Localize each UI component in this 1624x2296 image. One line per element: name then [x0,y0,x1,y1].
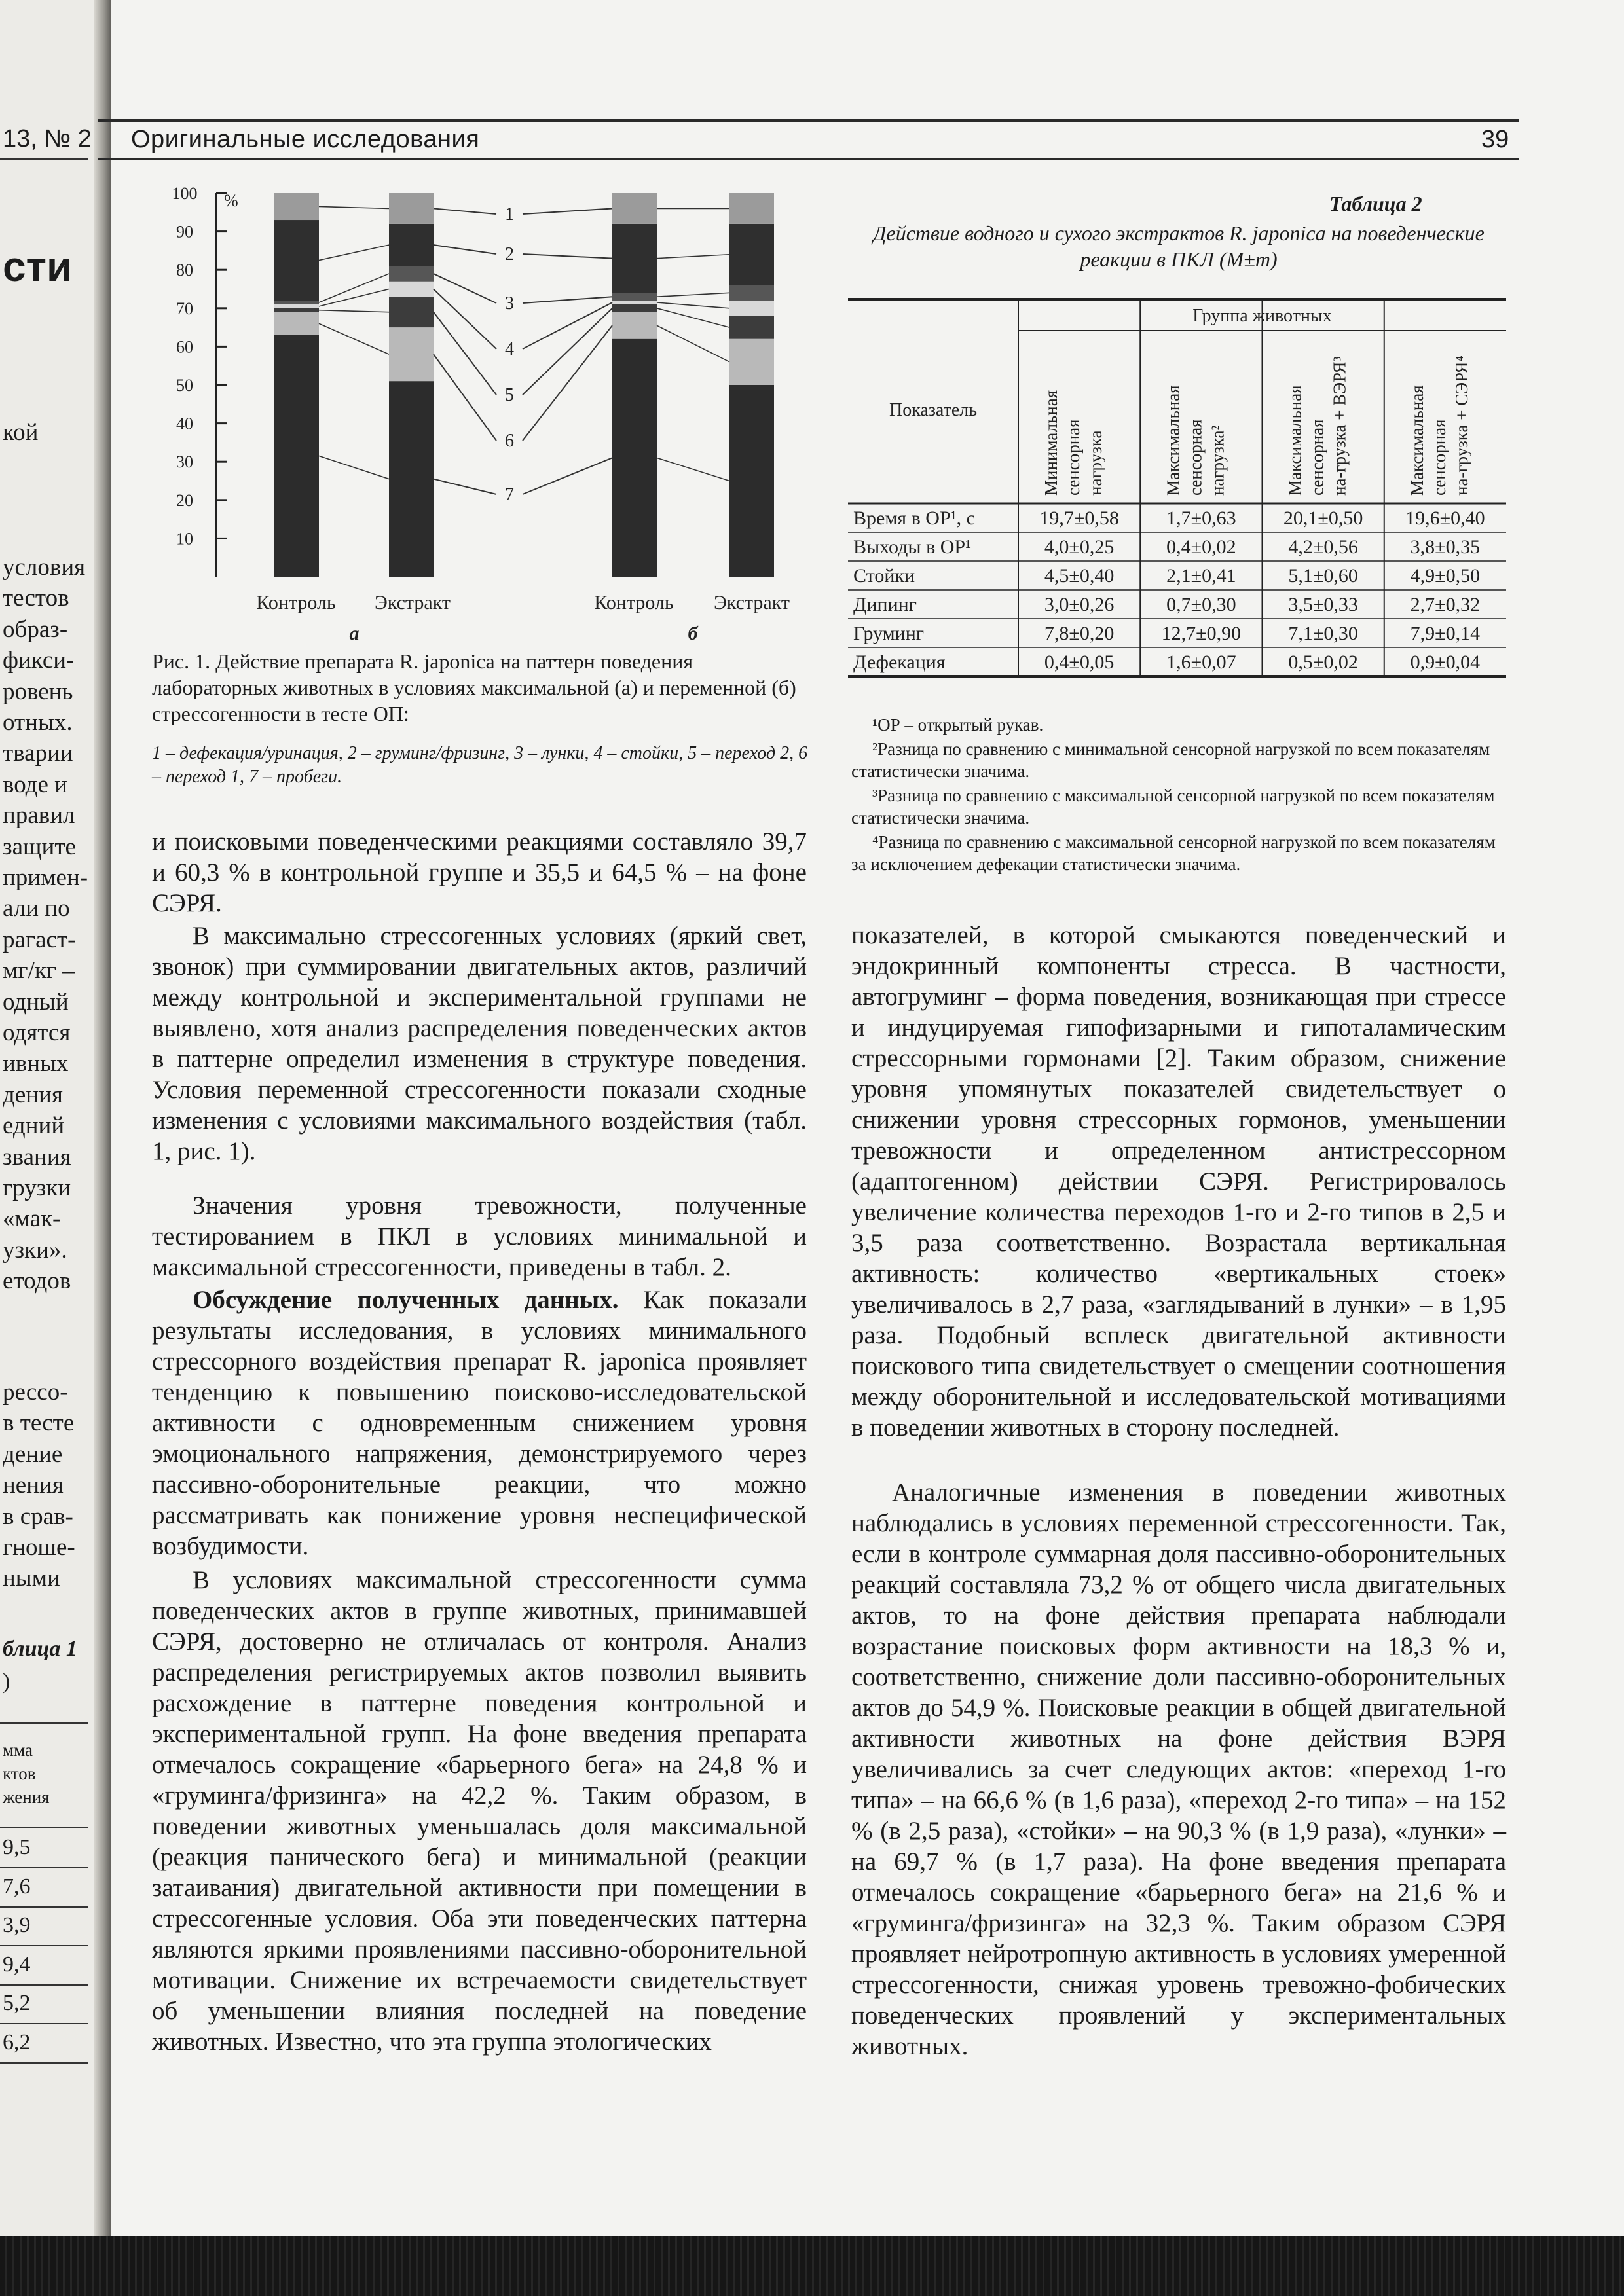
left-table-value: 9,4 [3,1952,31,1977]
legend-number: 4 [505,339,514,359]
table-row-label: Стойки [853,565,915,587]
left-page-text-line: защите [3,833,76,860]
bar-segment-7 [612,339,657,577]
table-cell: 5,1±0,60 [1288,565,1358,587]
table-row-label: Дефекация [853,651,946,673]
table-cell: 4,5±0,40 [1044,565,1115,587]
connector-line [657,293,729,297]
connector-line [523,308,612,395]
table-cell: 19,7±0,58 [1039,507,1119,529]
left-page-table-label: блица 1 [3,1637,77,1661]
table-cell: 4,9±0,50 [1410,565,1481,587]
connector-line [434,479,496,494]
connector-line [523,458,612,494]
discussion-heading: Обсуждение полученных данных. [193,1286,619,1314]
table-cell: 7,1±0,30 [1288,623,1358,644]
left-table-value: 9,5 [3,1835,31,1859]
table-cell: 0,7±0,30 [1166,594,1236,615]
left-page-heading: сти [3,243,73,290]
y-tick-label: 70 [176,299,193,318]
connector-line [657,302,729,308]
connector-line [319,310,389,312]
bar-segment-7 [729,385,774,577]
table-cell: 20,1±0,50 [1283,507,1363,529]
left-page-text-line: фикси- [3,647,75,674]
body-paragraph: В условиях максимальной стрессогенности сумма поведенческих актов в группе животных, принимавшей СЭРЯ, достоверно не отличалась от контроля. Анализ распределения регистрируемых актов позволил выявить расхождение в паттерне поведения контрольной и экспериментальной групп. На фоне введения препарата отмечалось сокращение «барьерного бега» на 24,8 % и «груминга/фризинга» на 42,2 %. Таким образом, в поведении животных уменьшалась доля максимальной (реакция панического бега) и минимальной (реакции затаивания) двигательной активности при помещении в стрессогенные условия. Оба эти поведенческих паттерна являются яркими проявлениями пассивно-оборонительной мотивации. Снижение их встречаемости свидетельствует об уменьшении влияния последней на поведение животных. Известно, что эта группа этологических [152,1566,807,2056]
left-page-text-line: одный [3,988,69,1015]
left-page-text-line: грузки [3,1175,71,1201]
bar-segment-5 [729,316,774,339]
y-tick-label: 80 [176,261,193,280]
left-page-text-line: едний [3,1112,65,1140]
left-table-row-rule [0,1984,88,1986]
bar-segment-1 [612,193,657,224]
body-paragraph: и поисковыми поведенческими реакциями составляло 39,7 и 60,3 % в контрольной группе и 35,5 и 64,5 % – на фоне СЭРЯ. [152,828,807,917]
left-table-value: 6,2 [3,2030,31,2054]
bar-segment-4 [274,304,319,308]
y-tick-label: 50 [176,376,193,395]
bar-segment-7 [389,381,434,577]
table-cell: 0,9±0,04 [1410,651,1481,673]
left-table-row-rule [0,2023,88,2024]
table-cell: 4,2±0,56 [1288,536,1358,558]
table-cell: 1,6±0,07 [1166,651,1236,673]
table-cell: 2,7±0,32 [1410,594,1481,615]
bar-segment-5 [612,304,657,312]
left-table-row-rule [0,1906,88,1908]
table-cell: 4,0±0,25 [1044,536,1115,558]
running-head: Оригинальные исследования [131,126,480,153]
left-page-text-line: нения [3,1472,64,1499]
figure-legend: 1 – дефекация/уринация, 2 – груминг/фризинг, 3 – лунки, 4 – стойки, 5 – переход 2, 6 – переход 1, 7 – пробеги. [152,743,808,787]
bar-segment-2 [389,224,434,266]
table-cell: 3,5±0,33 [1288,594,1358,615]
connector-line [434,354,496,441]
left-table-value: 7,6 [3,1874,31,1899]
legend-number: 6 [505,431,514,451]
discussion-paragraph [152,1285,807,1561]
y-tick-label: 100 [172,187,198,203]
table-column-group-header: Группа животных [1192,306,1332,326]
connector-line [657,308,729,327]
bar-segment-2 [274,220,319,301]
left-page-text-line: в срав- [3,1503,73,1530]
body-paragraph: В максимально стрессогенных условиях (яркий свет, звонок) при суммировании двигательных актов, различий между контрольной и экспериментальной группами не выявлено, хотя анализ распределения поведенческих актов в паттерне определил изменения в структуре поведения. Условия переменной стрессогенности показали сходные изменения с условиями максимального воздействия (табл. 1, рис. 1). [152,922,807,1165]
table-cell: 1,7±0,63 [1166,507,1236,529]
bottom-scan-edge [0,2236,1624,2296]
bar-segment-6 [389,327,434,381]
legend-number: 1 [505,204,514,225]
connector-line [523,297,612,303]
connector-line [523,325,612,441]
y-tick-label: 60 [176,337,193,357]
table-column-header: Минимальная сенсорная нагрузка [1041,390,1106,496]
bar-segment-6 [729,339,774,385]
left-table-header-line: жения [3,1787,50,1807]
connector-line [523,208,612,214]
bar-segment-4 [389,282,434,297]
left-table-rule [0,1827,88,1828]
left-table-row-rule [0,2062,88,2064]
left-page-text-line: правил [3,802,75,829]
left-table-row-rule [0,1867,88,1868]
bar-segment-5 [389,297,434,327]
group-label: Контроль [256,592,336,613]
left-table-rule [0,1722,88,1724]
left-page-text-line: в тесте [3,1410,75,1437]
table-row-label: Груминг [853,623,925,644]
figure-caption [152,648,807,727]
connector-line [319,323,389,354]
left-page-text-line: ивных [3,1050,69,1078]
left-page-text-line: «мак- [3,1205,61,1233]
table-cell: 0,4±0,05 [1044,651,1115,673]
left-page-text-line: дения [3,1081,63,1108]
connector-line [434,208,496,214]
left-page-text-line: отных. [3,709,73,736]
table-row-label: Время в ОР¹, с [853,507,975,529]
page-gutter-shadow [94,0,111,2296]
left-page-text-line: воде и [3,771,67,798]
bar-segment-3 [612,293,657,301]
discussion-text: Как показали результаты исследования, в условиях минимального стрессорного воздействия препарат R. japonica проявляет тенденцию к повышению поисково-исследовательской активности с одновременным снижением уровня эмоционального напряжения, демонстрируемого через пассивно-оборонительные реакции, что можно рассматривать как понижение уровня неспецифической возбудимости. [152,1286,807,1560]
connector-line [434,245,496,254]
left-table-row-rule [0,1945,88,1946]
connector-line [523,254,612,259]
group-label: Контроль [594,592,674,613]
panel-label: а [349,623,360,644]
bar-segment-3 [274,301,319,304]
left-page-text-line: условия [3,554,86,581]
left-page-text-line: гноше- [3,1534,75,1561]
table-cell: 0,4±0,02 [1166,536,1236,558]
connector-line [657,255,729,259]
y-tick-label: 20 [176,490,193,510]
left-table-header-line: ктов [3,1764,36,1783]
bar-segment-6 [274,312,319,335]
connector-line [657,325,729,362]
left-page-text-line: етодов [3,1267,71,1295]
bar-segment-4 [612,301,657,304]
page-number: 39 [1481,126,1509,153]
left-page-text-line: примен- [3,864,88,891]
connector-line [319,207,389,209]
table-cell: 12,7±0,90 [1161,623,1242,644]
table-footnote: ⁴Разница по сравнению с максимальной сенсорной нагрузкой по всем показателям за исключением дефекации статистически значима. [851,832,1496,874]
panel-label: б [688,623,698,644]
table-cell: 7,8±0,20 [1044,623,1115,644]
left-page-text-line: ными [3,1565,60,1592]
y-tick-label: 10 [176,529,193,549]
table-footnote: ¹ОР – открытый рукав. [872,715,1044,735]
table-number: Таблица 2 [1329,192,1422,215]
bar-segment-5 [274,308,319,312]
connector-line [319,245,389,260]
left-page-text-line: али по [3,895,70,922]
table-column-header: Максимальная сенсорная на-грузка + ВЭРЯ³ [1285,356,1350,496]
left-page-table-paren: ) [3,1669,10,1694]
table-cell: 19,6±0,40 [1405,507,1485,529]
connector-line [319,456,389,479]
table-row-label: Выходы в ОР¹ [853,536,972,558]
left-page-text-line: тварии [3,740,73,767]
figure-1-chart [151,187,812,645]
left-page-text-line: рагаст- [3,926,76,953]
y-tick-label: 90 [176,222,193,242]
table-cell: 0,5±0,02 [1288,651,1358,673]
table-title: Действие водного и сухого экстрактов R. japonica на поведенческие реакции в ПКЛ (M±m) [873,221,1485,271]
left-page-header: 13, № 2 [3,125,92,153]
y-tick-label: 40 [176,414,193,433]
y-tick-label: 30 [176,452,193,472]
left-table-value: 3,9 [3,1913,31,1938]
left-page-text-line: мг/кг – [3,957,75,985]
bar-segment-4 [729,301,774,316]
bar-segment-3 [729,285,774,301]
left-page-text-line: тестов [3,585,69,612]
left-page-rule [0,158,88,160]
left-page-text-line: одятся [3,1019,71,1046]
legend-number: 7 [505,484,514,505]
connector-line [657,458,729,481]
left-table-header-line: мма [3,1740,33,1760]
table-cell: 3,0±0,26 [1044,594,1115,615]
bar-segment-1 [389,193,434,224]
left-page-text-line: рессо- [3,1379,68,1406]
table-2 [848,298,1506,717]
left-page-text: кой [3,419,39,446]
legend-number: 5 [505,385,514,405]
table-cell: 7,9±0,14 [1410,623,1481,644]
table-footnote: ²Разница по сравнению с минимальной сенсорной нагрузкой по всем показателям статистически значима. [851,739,1490,781]
table-cell: 3,8±0,35 [1410,536,1481,558]
left-facing-page [0,0,111,2296]
bar-segment-7 [274,335,319,577]
table-column-header: Максимальная сенсорная на-грузка + СЭРЯ⁴ [1407,355,1471,496]
left-page-text-line: дение [3,1440,63,1468]
figure-caption-text: Рис. 1. Действие препарата R. japonica на паттерн поведения лабораторных животных в условиях максимальной (а) и переменной (б) стрессогенности в тесте ОП: [152,649,796,725]
left-page-text-line: образ- [3,615,68,643]
bar-segment-2 [729,224,774,285]
table-footnote: ³Разница по сравнению с максимальной сенсорной нагрузкой по всем показателям статистически значима. [851,786,1495,828]
table-row-label: Дипинг [853,594,917,615]
bar-segment-6 [612,312,657,339]
connector-line [434,312,496,395]
bar-segment-1 [729,193,774,224]
header-rule [98,158,1519,160]
group-label: Экстракт [713,592,790,613]
bar-segment-1 [274,193,319,220]
body-paragraph: показателей, в которой смыкаются поведенческий и эндокринный компоненты стресса. В частности, автогруминг – форма поведения, возникающая при стрессе и индуцируемая гипофизарными и гипоталамическим стрессорными гормонами [2]. Таким образом, снижение уровня упомянутых показателей свидетельствует о снижении уровня стрессорных гормонов, уменьшении тревожности и определенном антистрессорном (адаптогенном) действии СЭРЯ. Регистрировалось увеличение количества переходов 1-го и 2-го типов в 2,5 и 3,5 раза соответственно. Возрастала вертикальная активность: количество «вертикальных стоек» увеличивалось в 2,7 раза, «заглядываний в лунки» – в 1,95 раза. Подобный всплеск двигательной активности поискового типа свидетельствует о смещении соотношения между оборонительной и исследовательской мотивациями в поведении животных в сторону последней. [851,921,1506,1442]
bar-segment-3 [389,266,434,281]
left-page-text-line: звания [3,1143,71,1171]
left-page-text-line: узки». [3,1236,67,1264]
table-cell: 2,1±0,41 [1166,565,1236,587]
body-paragraph: Значения уровня тревожности, полученные тестированием в ПКЛ в условиях минимальной и максимальной стрессогенности, приведены в табл. 2. [152,1192,807,1281]
left-page-text-line: ровень [3,678,73,705]
table-row-header: Показатель [889,400,977,420]
legend-number: 3 [505,293,514,314]
table-column-header: Максимальная сенсорная нагрузка² [1163,385,1228,496]
left-table-value: 5,2 [3,1991,31,2016]
y-axis-unit: % [224,191,238,210]
group-label: Экстракт [374,592,451,613]
header-rule [98,119,1519,122]
legend-number: 2 [505,244,514,264]
body-paragraph: Аналогичные изменения в поведении животных наблюдались в условиях переменной стрессогенности. Так, если в контроле суммарная доля пассивно-оборонительных реакций составляла 73,2 % от общего числа двигательных актов, то на фоне действия препарата наблюдали возрастание поисковых форм активности на 18,3 % и, соответственно, снижение доли пассивно-оборонительных актов до 54,9 %. Поисковые реакции в общей двигательной активности животных на фоне действия ВЭРЯ увеличивались за счет следующих актов: «переход 1-го типа» – на 66,6 % (в 1,6 раза), «переход 2-го типа» – на 152 % (в 2,5 раза), «стойки» – на 90,3 % (в 1,9 раза), «лунки» – на 69,7 % (в 1,7 раза). На фоне введения препарата отмечалось сокращение «барьерного бега» на 21,6 % и «груминга/фризинга» на 32,3 %. Таким образом СЭРЯ проявляет нейротропную активность в условиях умеренной стрессогенности, снижая уровень тревожно-фобических поведенческих проявлений у экспериментальных животных. [851,1478,1506,2060]
bar-segment-2 [612,224,657,293]
